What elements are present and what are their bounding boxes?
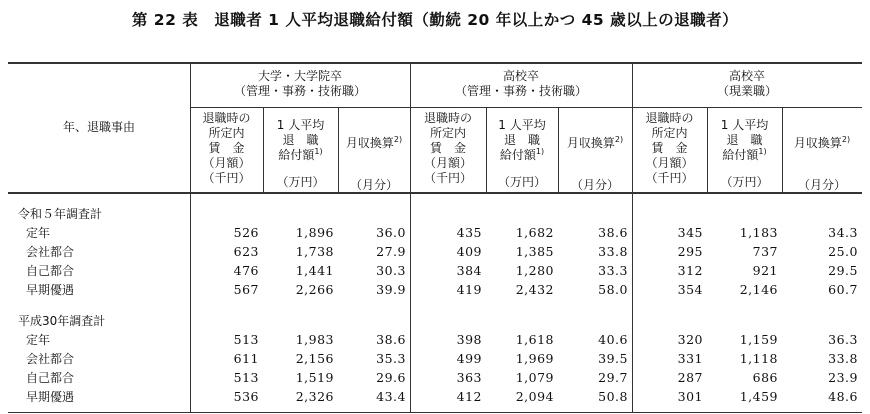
unit-label: （千円） [423,171,472,185]
row-label: 会社都合 [26,245,75,259]
header-line: 退職時の [423,111,472,125]
section-label: 令和５年調査計 [18,207,103,221]
table-cell: 536 [233,389,259,404]
header-line [278,148,322,163]
wage-header [632,111,707,186]
table-cell: 398 [456,332,482,347]
header-text: 退 職 [503,133,540,147]
table-rule [8,412,862,413]
table-cell: 737 [752,244,778,259]
header-text: 1 人平均 [276,118,325,132]
table-cell: 1,385 [515,244,554,259]
unit-label: （万円） [276,175,325,189]
header-line [500,148,544,163]
footnote-ref: 1) [314,147,323,156]
section-label: 平成30年調査計 [18,314,106,328]
unit-label: （月分） [797,178,846,192]
header-text: 1 人平均 [720,118,769,132]
header-line: 所定内 [429,126,466,140]
header-line [721,118,768,133]
table-cell: 435 [456,225,482,240]
table-cell: 2,432 [515,282,554,297]
table-cell: 1,183 [739,225,778,240]
table-cell: 2,266 [295,282,334,297]
table-cell: 476 [233,263,259,278]
table-cell: 34.3 [828,225,858,240]
table-cell: 38.6 [376,332,406,347]
row-label: 早期優遇 [26,390,75,404]
table-cell: 40.6 [598,332,628,347]
header-line [277,118,324,133]
table-cell: 1,519 [295,370,334,385]
table-cell: 36.0 [376,225,406,240]
table-cell: 29.5 [828,263,858,278]
table-cell: 412 [456,389,482,404]
table-cell: 312 [677,263,703,278]
table-cell: 1,969 [515,351,554,366]
table-cell: 23.9 [828,370,858,385]
table-cell: 30.3 [376,263,406,278]
row-header: 年、退職事由 [62,120,135,134]
table-title: 第 22 表 退職者 1 人平均退職給付額（勤続 20 年以上かつ 45 歳以上の退職者） [131,11,739,29]
header-text: 月収換算 [793,136,842,150]
row-label: 自己都合 [26,264,75,278]
table-cell: 921 [752,263,778,278]
row-label: 定年 [26,226,51,240]
benefit-header [263,118,338,190]
table-cell: 48.6 [828,389,858,404]
table-cell: 39.9 [376,282,406,297]
header-line: 退職時の [645,111,694,125]
table-cell: 567 [233,282,259,297]
monthly-conversion-header [558,136,632,150]
unit-label: （万円） [497,175,546,189]
table-cell: 1,618 [515,332,554,347]
table-cell: 2,326 [295,389,334,404]
table-cell: 1,896 [295,225,334,240]
row-label: 早期優遇 [26,283,75,297]
table-cell: 320 [677,332,703,347]
table-cell: 33.3 [598,263,628,278]
footnote-ref: 1) [758,147,767,156]
table-cell: 526 [233,225,259,240]
header-line: 退職時の [202,111,251,125]
benefit-header [707,118,782,190]
table-cell: 29.7 [598,370,628,385]
header-line: 所定内 [208,126,245,140]
footnote-ref: 2) [614,135,624,144]
monthly-conversion-header [782,136,862,150]
header-line: （月額） [202,156,251,170]
header-text: 月収換算 [566,136,615,150]
table-cell: 345 [677,225,703,240]
row-label: 会社都合 [26,352,75,366]
table-cell: 384 [456,263,482,278]
table-cell: 611 [233,351,259,366]
table-cell: 60.7 [828,282,858,297]
table-cell: 1,459 [739,389,778,404]
table-cell: 623 [233,244,259,259]
table-cell: 50.8 [598,389,628,404]
table-cell: 2,094 [515,389,554,404]
table-cell: 33.8 [598,244,628,259]
benefit-header [486,118,558,190]
header-text: 退 職 [282,133,319,147]
header-line: 賃 金 [429,141,466,155]
unit-label: （千円） [202,171,251,185]
table-cell: 35.3 [376,351,406,366]
row-label: 自己都合 [26,371,75,385]
header-line [282,133,318,148]
unit-label: （万円） [720,175,769,189]
header-line: 賃 金 [208,141,245,155]
table-cell: 1,441 [295,263,334,278]
header-text: 退 職 [726,133,763,147]
table-cell: 1,983 [295,332,334,347]
table-cell: 513 [233,332,259,347]
table-cell: 1,280 [515,263,554,278]
header-line: （月額） [423,156,472,170]
table-cell: 39.5 [598,351,628,366]
table-cell: 2,146 [739,282,778,297]
table-cell: 686 [752,370,778,385]
table-cell: 2,156 [295,351,334,366]
table-cell: 1,682 [515,225,554,240]
table-cell: 363 [456,370,482,385]
group-header: 大学・大学院卒 [257,69,342,83]
group-header: 高校卒 [728,69,765,83]
table-cell: 301 [677,389,703,404]
table-cell: 1,079 [515,370,554,385]
table-cell: 354 [677,282,703,297]
table-cell: 29.6 [376,370,406,385]
table-cell: 1,738 [295,244,334,259]
group-header: 高校卒 [502,69,539,83]
table-rule [190,107,862,108]
footnote-ref: 2) [841,135,851,144]
header-line [498,118,545,133]
header-line: （月額） [645,156,694,170]
header-line [504,133,540,148]
header-line [726,133,762,148]
table-cell: 36.3 [828,332,858,347]
header-text: 給付額 [499,148,536,162]
group-subheader: （管理・事務・技術職） [454,84,587,98]
group-subheader: （管理・事務・技術職） [233,84,366,98]
table-cell: 419 [456,282,482,297]
table-cell: 43.4 [376,389,406,404]
wage-header [410,111,486,186]
footnote-ref: 2) [393,135,403,144]
monthly-conversion-header [338,136,410,150]
table-cell: 409 [456,244,482,259]
table-cell: 38.6 [598,225,628,240]
table-cell: 295 [677,244,703,259]
table-cell: 27.9 [376,244,406,259]
table-cell: 25.0 [828,244,858,259]
table-cell: 1,159 [739,332,778,347]
header-line: 所定内 [651,126,688,140]
header-text: 給付額 [722,148,759,162]
header-text: 1 人平均 [498,118,546,132]
table-cell: 1,118 [739,351,778,366]
table-cell: 331 [677,351,703,366]
row-label: 定年 [26,333,51,347]
wage-header [190,111,263,186]
header-text: 月収換算 [345,136,394,150]
header-line [722,148,766,163]
table-rule [8,62,862,64]
unit-label: （月分） [349,178,398,192]
table-cell: 513 [233,370,259,385]
table-cell: 58.0 [598,282,628,297]
table-rule [8,192,862,194]
table-cell: 499 [456,351,482,366]
unit-label: （千円） [645,171,694,185]
header-line: 賃 金 [651,141,688,155]
group-subheader: （現業職） [716,84,777,98]
header-text: 給付額 [278,148,315,162]
footnote-ref: 1) [535,147,545,156]
table-cell: 33.8 [828,351,858,366]
table-cell: 287 [677,370,703,385]
unit-label: （月分） [570,178,619,192]
